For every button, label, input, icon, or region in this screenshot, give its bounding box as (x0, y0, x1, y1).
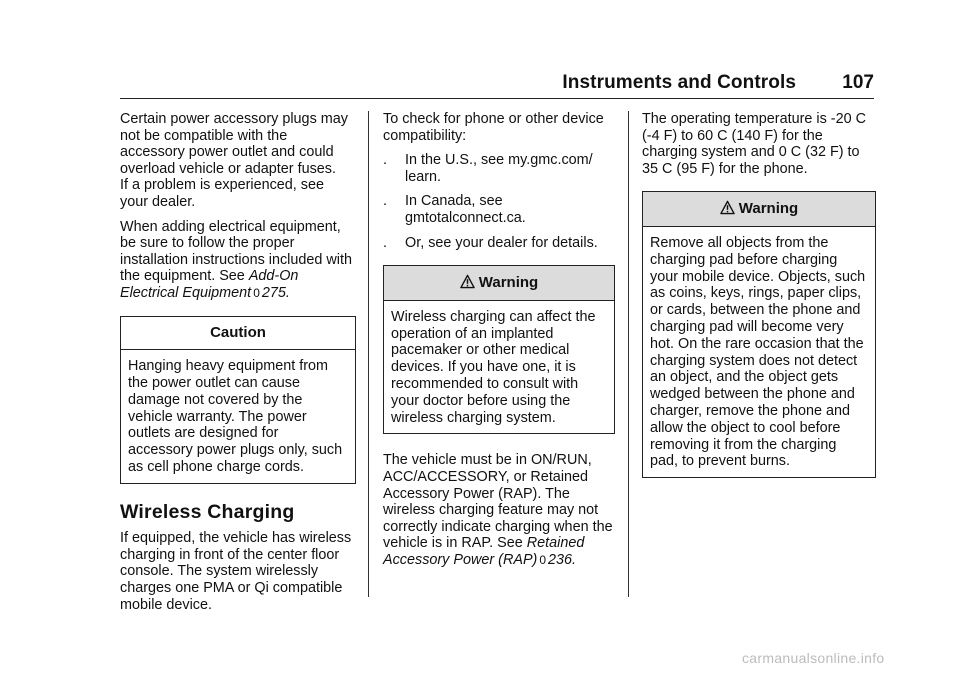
text-line (120, 268, 356, 285)
text-line: In Canada, see (405, 193, 503, 210)
paragraph (120, 219, 356, 302)
warning-body (384, 301, 614, 434)
text-line: Wireless charging can affect the (391, 308, 596, 325)
text-line: installation instructions included with (120, 251, 352, 268)
text-line: as cell phone charge cords. (128, 458, 304, 475)
caution-body (121, 350, 355, 483)
text-line: wireless charging system. (391, 409, 556, 426)
text-line: not be compatible with the (120, 127, 288, 144)
warning-header (643, 192, 875, 227)
text-line: charging pad before charging (650, 251, 838, 268)
text-line (383, 552, 615, 569)
text-line: If equipped, the vehicle has wireless (120, 530, 352, 547)
text-line (383, 535, 615, 552)
warning-body (643, 227, 875, 477)
text-line: your doctor before using the (391, 392, 571, 409)
text-line: ACC/ACCESSORY, or Retained (383, 468, 589, 485)
text-line: In the U.S., see my.gmc.com/ (405, 152, 593, 169)
text-line: (-4 F) to 60 C (140 F) for the (642, 127, 823, 144)
text-line: outlets are designed for (128, 425, 279, 442)
text-fragment: the equipment. See (120, 268, 245, 285)
cross-reference-link[interactable]: Accessory Power (RAP) (383, 551, 538, 568)
column-2 (383, 111, 615, 576)
cross-reference-link[interactable]: Retained (526, 535, 585, 552)
page-ref-number[interactable]: 236. (548, 551, 577, 568)
section-title: Instruments and Controls (562, 72, 796, 93)
text-line: learn. (405, 168, 441, 185)
paragraph (120, 111, 356, 211)
text-line: removing it from the charging (650, 436, 837, 453)
text-line: accessory power plugs only, such (128, 442, 343, 459)
text-line: wireless charging feature may not (383, 502, 599, 519)
warning-title: Warning (738, 200, 799, 218)
text-line: To check for phone or other device (383, 111, 604, 127)
column-divider (368, 111, 369, 597)
column-1 (120, 111, 356, 621)
text-line (120, 285, 356, 302)
text-line: recommended to consult with (391, 375, 579, 392)
page-ref-icon: 0 (253, 285, 260, 300)
warning-triangle-icon (720, 200, 735, 215)
paragraph (120, 530, 356, 613)
text-line: an object, and the object gets (650, 369, 839, 386)
page-ref-number[interactable]: 275. (261, 284, 290, 301)
section-heading: Wireless Charging (120, 500, 295, 523)
text-line: gmtotalconnect.ca. (405, 209, 526, 226)
text-line: The vehicle must be in ON/RUN, (383, 452, 592, 469)
text-line: correctly indicate charging when the (383, 518, 613, 535)
list-item (383, 152, 615, 185)
bullet-mark: . (383, 234, 387, 251)
text-line: overload vehicle or adapter fuses. (120, 160, 336, 177)
text-line: damage not covered by the (128, 391, 303, 408)
column-divider (628, 111, 629, 597)
text-line: as coins, keys, rings, paper clips, (650, 285, 862, 302)
cross-reference-link[interactable]: Add-On (248, 268, 299, 285)
text-line: pad, to prevent burns. (650, 453, 790, 470)
paragraph (383, 452, 615, 568)
page-header (120, 70, 874, 99)
text-line: be sure to follow the proper (120, 235, 295, 252)
caution-title: Caution (121, 317, 355, 351)
bullet-mark: . (383, 152, 387, 169)
text-line: charging in front of the center floor (120, 546, 340, 563)
paragraph (383, 111, 615, 144)
text-line: charger, remove the phone and (650, 402, 851, 419)
list-item (383, 193, 615, 226)
text-line: wedged between the phone and (650, 386, 855, 403)
text-line: operation of an implanted (391, 325, 554, 342)
text-line: 35 C (95 F) for the phone. (642, 160, 808, 177)
text-line: Remove all objects from the (650, 234, 829, 251)
text-line: your mobile device. Objects, such (650, 268, 866, 285)
text-line: compatibility: (383, 127, 467, 144)
warning-title: Warning (478, 274, 539, 292)
page-number: 107 (842, 72, 874, 93)
text-line: charging pad will become very (650, 318, 844, 335)
warning-box (383, 265, 615, 434)
column-3 (642, 111, 876, 492)
text-line: or cards, between the phone and (650, 302, 861, 319)
text-line: The operating temperature is -20 C (642, 111, 866, 127)
cross-reference-link[interactable]: Electrical Equipment (120, 284, 252, 301)
text-line: the power outlet can cause (128, 374, 300, 391)
page-ref-icon: 0 (539, 552, 547, 567)
paragraph (642, 111, 876, 177)
text-line: Certain power accessory plugs may (120, 111, 348, 127)
watermark-text: carmanualsonline.info (742, 650, 885, 666)
warning-header (384, 266, 614, 301)
warning-triangle-icon (460, 274, 475, 289)
text-line: devices. If you have one, it is (391, 359, 576, 376)
text-line: mobile device. (120, 596, 212, 613)
text-line: pacemaker or other medical (391, 342, 570, 359)
text-line: charging system and 0 C (32 F) to (642, 144, 860, 161)
text-line: If a problem is experienced, see (120, 177, 324, 194)
text-line: vehicle warranty. The power (128, 408, 307, 425)
list-item (383, 235, 615, 252)
text-line: accessory power outlet and could (120, 144, 334, 161)
warning-box (642, 191, 876, 478)
text-line: console. The system wirelessly (120, 563, 319, 580)
text-line: charging system does not detect (650, 352, 858, 369)
text-line: Hanging heavy equipment from (128, 358, 328, 375)
text-line: charges one PMA or Qi compatible (120, 580, 343, 597)
text-line: Accessory Power (RAP). The (383, 485, 570, 502)
text-line: allow the object to cool before (650, 419, 841, 436)
text-line: When adding electrical equipment, (120, 218, 341, 235)
text-line: Or, see your dealer for details. (405, 234, 598, 251)
caution-box (120, 316, 356, 484)
text-line: hot. On the rare occasion that the (650, 335, 864, 352)
text-fragment: vehicle is in RAP. See (383, 535, 523, 552)
bullet-mark: . (383, 193, 387, 210)
text-line: your dealer. (120, 193, 196, 210)
